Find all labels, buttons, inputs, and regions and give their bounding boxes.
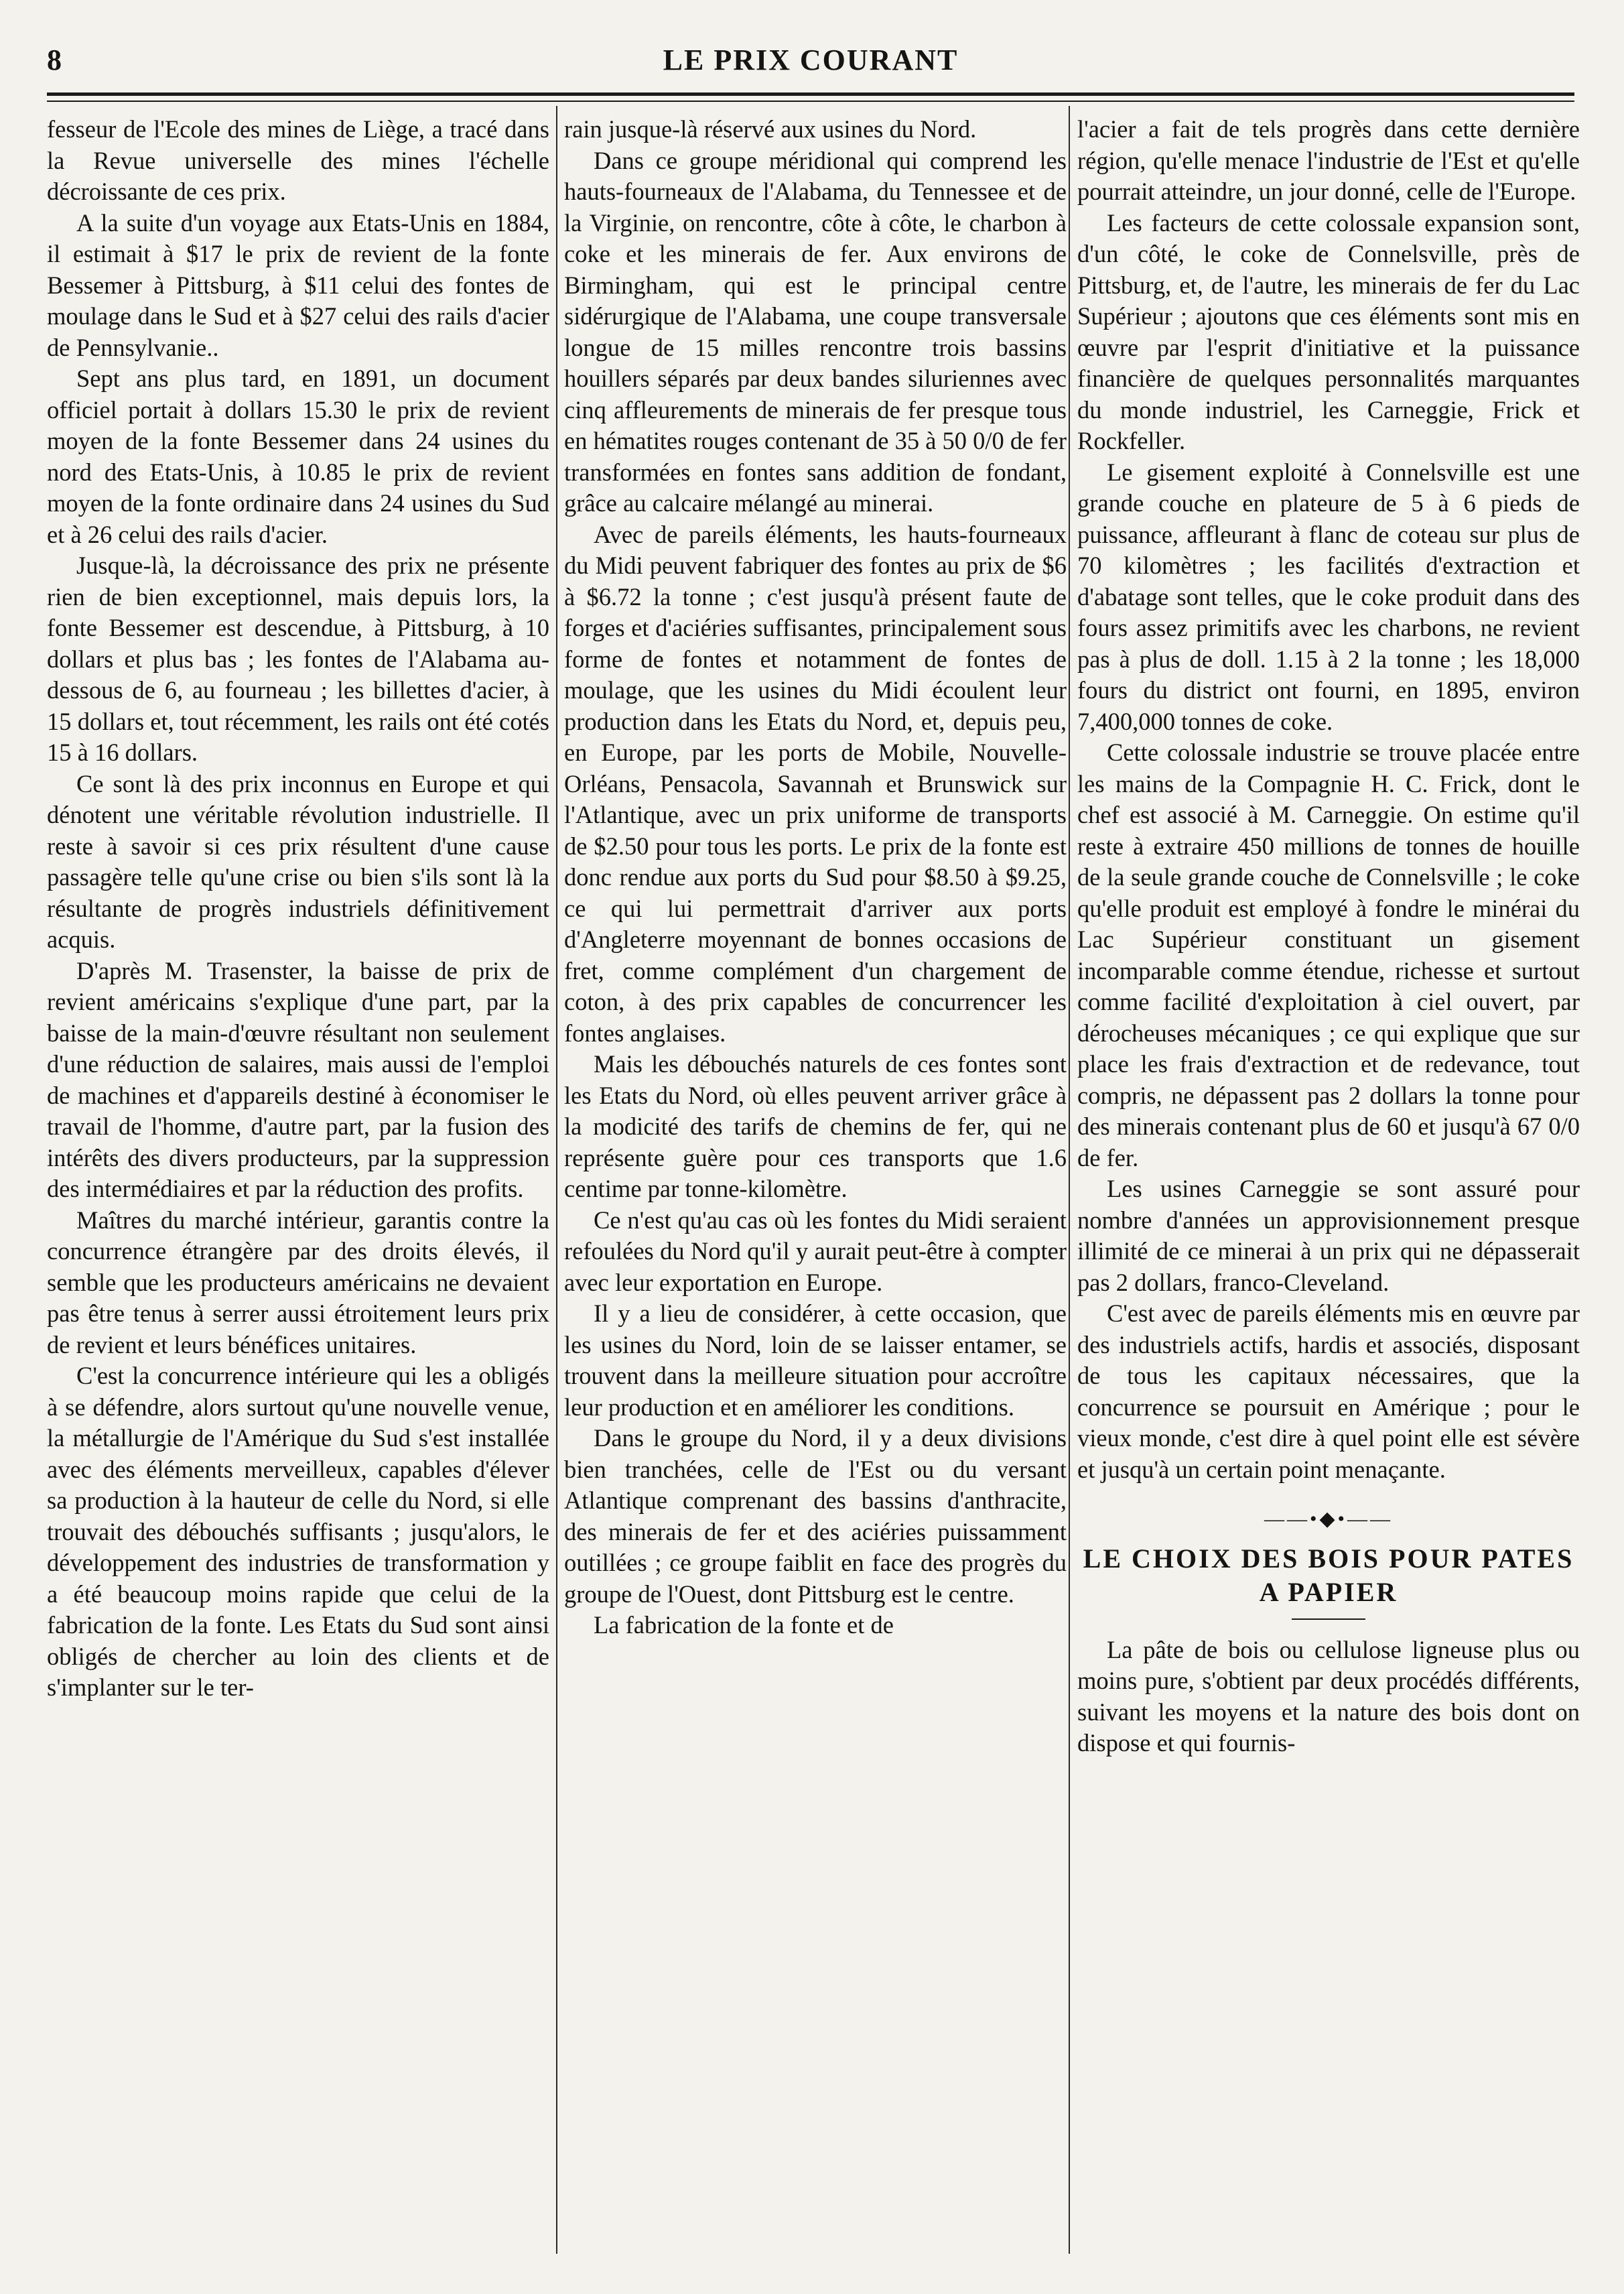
paragraph: fesseur de l'Ecole des mines de Liège, a tracé dans la Revue universelle des mines l'échelle décroissante de ces prix. xyxy=(47,115,549,205)
paragraph: Mais les débouchés naturels de ces fontes sont les Etats du Nord, où elles peuvent arriver grâce à la modicité des tarifs de chemins de fer, qui ne représente guère pour ces transports que 1.6 centime par tonne-kilomètre. xyxy=(564,1050,1067,1202)
paragraph: Jusque-là, la décroissance des prix ne présente rien de bien exceptionnel, mais depuis lors, la fonte Bessemer est descendue, à Pittsburg, à 10 dollars et plus bas ; les fontes de l'Alabama au-dessous de 6, au fourneau ; les billettes d'acier, à 15 dollars et, tout récemment, les rails ont été cotés 15 à 16 dollars. xyxy=(47,552,549,766)
paragraph: Il y a lieu de considérer, à cette occasion, que les usines du Nord, loin de se laisser entamer, se trouvent dans la meilleure situation pour accroître leur production et en améliorer les conditions. xyxy=(564,1299,1067,1421)
text-column-2 xyxy=(564,114,1067,2279)
paragraph: Les usines Carneggie se sont assuré pour nombre d'années un approvisionnement presque illimité de ce minerai à un prix qui ne dépasserait pas 2 dollars, franco-Cleveland. xyxy=(1077,1175,1580,1296)
paragraph: Avec de pareils éléments, les hauts-fourneaux du Midi peuvent fabriquer des fontes au prix de $6 à $6.72 la tonne ; c'est jusqu'à présent faute de forges et d'aciéries suffisantes, principalement sous forme de fontes et notamment de fontes de moulage, que les usines du Midi écoulent leur production dans les Etats du Nord, et, depuis peu, en Europe, par les ports de Mobile, Nouvelle-Orléans, Pensacola, Savannah et Brunswick sur l'Atlantique, avec un prix uniforme de transports de $2.50 pour tous les ports. Le prix de la fonte est donc rendue aux ports du Sud pour $8.50 à $9.25, ce qui lui permettrait d'arriver aux ports d'Angleterre moyennant de bonnes occasions de fret, comme complément d'un chargement de coton, à des prix capables de concurrencer les fontes anglaises. xyxy=(564,520,1067,1047)
paragraph: Cette colossale industrie se trouve placée entre les mains de la Compagnie H. C. Frick, dont le chef est associé à M. Carneggie. On estime qu'il reste à extraire 450 millions de tonnes de houille de la seule grande couche de Connelsville ; le coke qu'elle produit est employé à fondre le minérai du Lac Supérieur constituant un gisement incomparable comme étendue, richesse et surtout comme facilité d'exploitation à ciel ouvert, par dérocheuses mécaniques ; ce qui explique que sur place les frais d'extraction et de redevance, tout compris, ne dépassent pas 2 dollars la tonne pour des minerais contenant plus de 60 et jusqu'à 67 0/0 de fer. xyxy=(1077,739,1580,1171)
column-divider-1 xyxy=(556,106,557,2254)
paragraph: C'est avec de pareils éléments mis en œuvre par des industriels actifs, hardis et associés, disposant de tous les capitaux nécessaires, que la concurrence se poursuit en Amérique ; pour le vieux monde, c'est dire à quel point elle est sévère et jusqu'à un certain point menaçante. xyxy=(1077,1299,1580,1483)
paragraph: Dans le groupe du Nord, il y a deux divisions bien tranchées, celle de l'Est ou du versant Atlantique comprenant des bassins d'anthracite, des minerais de fer et des aciéries puissamment outillées ; ce groupe faiblit en face des progrès du groupe de l'Ouest, dont Pittsburg est le centre. xyxy=(564,1424,1067,1608)
paragraph: Le gisement exploité à Connelsville est une grande couche en plateure de 5 à 6 pieds de puissance, affleurant à flanc de coteau sur plus de 70 kilomètres ; les facilités d'extraction et d'abatage sont telles, que le coke produit dans des fours assez primitifs avec les charbons, ne revient pas à plus de doll. 1.15 à 2 la tonne ; les 18,000 fours du district ont fourni, en 1895, environ 7,400,000 tonnes de coke. xyxy=(1077,458,1580,735)
header-rule-thick xyxy=(47,92,1574,96)
paragraph: Dans ce groupe méridional qui comprend les hauts-fourneaux de l'Alabama, du Tennessee et de la Virginie, on rencontre, côte à côte, le charbon à coke et les minerais de fer. Aux environs de Birmingham, qui est le principal centre sidérurgique de l'Alabama, une coupe transversale longue de 15 milles rencontre trois bassins houillers séparés par deux bandes siluriennes avec cinq affleurements de minerais de fer presque tous en hématites rouges contenant de 35 à 50 0/0 de fer transformées en fontes sans addition de fondant, grâce au calcaire mélangé au minerai. xyxy=(564,146,1067,517)
paragraph: Sept ans plus tard, en 1891, un document officiel portait à dollars 15.30 le prix de revient moyen de la fonte Bessemer dans 24 usines du nord des Etats-Unis, à 10.85 le prix de revient moyen de la fonte ordinaire dans 24 usines du Sud et à 26 celui des rails d'acier. xyxy=(47,365,549,548)
paragraph: Ce n'est qu'au cas où les fontes du Midi seraient refoulées du Nord qu'il y aurait peut-être à compter avec leur exportation en Europe. xyxy=(564,1206,1067,1296)
title-rule xyxy=(1292,1618,1365,1620)
page-header xyxy=(47,39,1574,86)
text-column-3 xyxy=(1077,114,1580,2279)
journal-title: LE PRIX COURANT xyxy=(663,44,959,76)
text-column-1 xyxy=(47,114,549,2279)
paragraph: rain jusque-là réservé aux usines du Nord. xyxy=(564,115,977,143)
article-title: LE CHOIX DES BOIS POUR PATES A PAPIER xyxy=(1083,1543,1574,1607)
header-rule-thin xyxy=(47,101,1574,102)
page-number: 8 xyxy=(47,44,62,76)
paragraph: A la suite d'un voyage aux Etats-Unis en 1884, il estimait à $17 le prix de revient de la fonte Bessemer à Pittsburg, à $11 celui des fontes de moulage dans le Sud et à $27 celui des rails d'acier de Pennsylvanie.. xyxy=(47,208,549,361)
column-divider-2 xyxy=(1069,106,1070,2254)
paragraph: La fabrication de la fonte et de xyxy=(594,1611,894,1639)
paragraph: Les facteurs de cette colossale expansion sont, d'un côté, le coke de Connelsville, près de Pittsburg, et, de l'autre, les minerais de fer du Lac Supérieur ; ajoutons que ces éléments sont mis en œuvre par l'esprit d'initiative et la puissance financière de quelques personnalités marquantes du monde industriel, les Carneggie, Frick et Rockfeller. xyxy=(1077,208,1580,454)
paragraph: l'acier a fait de tels progrès dans cette dernière région, qu'elle menace l'industrie de l'Est et qu'elle pourrait atteindre, un jour donné, celle de l'Europe. xyxy=(1077,115,1580,205)
paragraph: C'est la concurrence intérieure qui les a obligés à se défendre, alors surtout qu'une nouvelle venue, la métallurgie de l'Amérique du Sud s'est installée avec des éléments merveilleux, capables d'élever sa production à la hauteur de celle du Nord, si elle trouvait des débouchés suffisants ; jusqu'alors, le développement des industries de transformation y a été beaucoup moins rapide que celui de la fabrication de la fonte. Les Etats du Sud sont ainsi obligés de chercher au loin des clients et de s'implanter sur le ter- xyxy=(47,1362,549,1701)
paragraph: Ce sont là des prix inconnus en Europe et qui dénotent une véritable révolution industrielle. Il reste à savoir si ces prix résultent d'une cause passagère telle qu'une crise ou bien s'ils sont là la résultante de progrès industriels définitivement acquis. xyxy=(47,769,549,953)
paragraph: La pâte de bois ou cellulose ligneuse plus ou moins pure, s'obtient par deux procédés différents, suivant les moyens et la nature des bois dont on dispose et qui fournis- xyxy=(1077,1635,1580,1757)
paragraph: D'après M. Trasenster, la baisse de prix de revient américains s'explique d'une part, par la baisse de la main-d'œuvre résultant non seulement d'une réduction de salaires, mais aussi de l'emploi de machines et d'appareils destiné à économiser le travail de l'homme, d'autre part, par la fusion des intérêts des divers producteurs, par la suppression des intermédiaires et par la réduction des profits. xyxy=(47,956,549,1202)
paragraph: Maîtres du marché intérieur, garantis contre la concurrence étrangère par des droits élevés, il semble que les producteurs américains ne devaient pas être tenus à serrer aussi étroitement leurs prix de revient et leurs bénéfices unitaires. xyxy=(47,1206,549,1358)
section-ornament: ——•◆•—— xyxy=(1264,1508,1394,1530)
